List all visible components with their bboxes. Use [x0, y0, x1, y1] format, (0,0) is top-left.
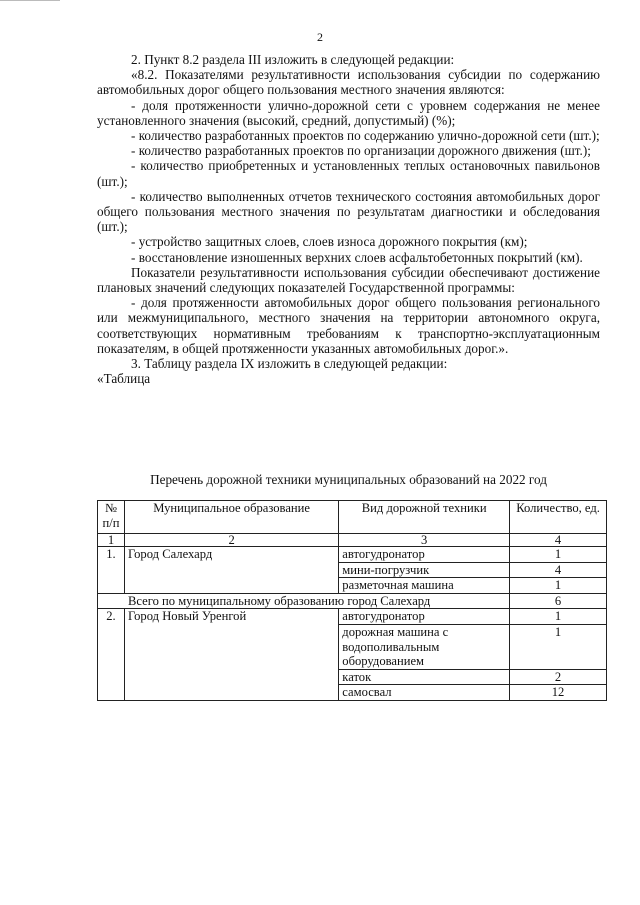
scan-edge-line: [0, 0, 60, 1]
table-header-row: [98, 501, 607, 534]
total-qty: 6: [510, 593, 607, 609]
indicator-5: - количество выполненных отчетов технического состояния автомобильных дорог общего пользования местного значения по результатам диагностики и обследования (шт.);: [97, 188, 600, 235]
total-label: Всего по муниципальному образованию город Салехард: [98, 593, 510, 609]
row-number: 1.: [98, 547, 125, 594]
row-number: 2.: [98, 609, 125, 701]
index-row: [98, 534, 607, 547]
table-label: «Таблица: [97, 371, 151, 387]
paragraph-item-2: 2. Пункт 8.2 раздела III изложить в следующей редакции:: [131, 52, 455, 67]
paragraph-8-2: «8.2. Показателями результативности использования субсидии по содержанию автомобильных дорог общего пользования местного значения являются:: [97, 67, 600, 98]
equipment-type: мини-погрузчик: [339, 562, 510, 578]
equipment-type: каток: [339, 669, 510, 685]
equipment-qty: 4: [510, 562, 607, 578]
equipment-qty: 12: [510, 685, 607, 701]
equipment-type: дорожная машина с водополивальным оборудованием: [339, 624, 510, 669]
header-qty: Количество, ед.: [510, 501, 607, 534]
table-row: [98, 547, 607, 563]
road-equipment-table: [97, 500, 607, 701]
indicator-7: - восстановление изношенных верхних слоев асфальтобетонных покрытий (км).: [131, 249, 583, 265]
index-cell: 3: [339, 534, 510, 547]
municipality-name: Город Новый Уренгой: [124, 609, 338, 701]
equipment-type: автогудронатор: [339, 547, 510, 563]
table-title: Перечень дорожной техники муниципальных образований на 2022 год: [150, 472, 547, 487]
indicator-1: - доля протяженности улично-дорожной сети с уровнем содержания не менее установленного значения (высокий, средний, допустимый) (%);: [97, 97, 600, 128]
equipment-type: автогудронатор: [339, 609, 510, 625]
index-cell: 2: [124, 534, 338, 547]
indicator-2: - количество разработанных проектов по содержанию улично-дорожной сети (шт.);: [131, 128, 600, 144]
indicator-3: - количество разработанных проектов по организации дорожного движения (шт.);: [131, 143, 591, 159]
equipment-qty: 1: [510, 547, 607, 563]
paragraph-item-3: 3. Таблицу раздела IX изложить в следующей редакции:: [131, 356, 448, 372]
index-cell: 4: [510, 534, 607, 547]
indicator-6: - устройство защитных слоев, слоев износа дорожного покрытия (км);: [131, 234, 528, 250]
table-row: [98, 609, 607, 625]
program-indicator: - доля протяженности автомобильных дорог общего пользования регионального или межмуниципального, местного значения на территории автономного округа, соответствующих нормативным требованиям к транспортно-эксплуатационным показателям, в общей протяженности указанных автомобильных дорог.».: [97, 295, 600, 356]
index-cell: 1: [98, 534, 125, 547]
equipment-qty: 1: [510, 609, 607, 625]
header-municipality: Муниципальное образование: [124, 501, 338, 534]
header-num: № п/п: [98, 501, 125, 534]
equipment-type: разметочная машина: [339, 578, 510, 594]
document-body: [97, 52, 600, 386]
paragraph-program: Показатели результативности использования субсидии обеспечивают достижение плановых значений следующих показателей Государственной программы:: [97, 264, 600, 296]
equipment-qty: 1: [510, 578, 607, 594]
indicator-4: - количество приобретенных и установленных теплых остановочных павильонов (шт.);: [97, 158, 600, 189]
page-number: 2: [317, 30, 323, 44]
equipment-qty: 2: [510, 669, 607, 685]
header-type: Вид дорожной техники: [339, 501, 510, 534]
equipment-type: самосвал: [339, 685, 510, 701]
equipment-qty: 1: [510, 624, 607, 669]
total-row: [98, 593, 607, 609]
municipality-name: Город Салехард: [124, 547, 338, 594]
